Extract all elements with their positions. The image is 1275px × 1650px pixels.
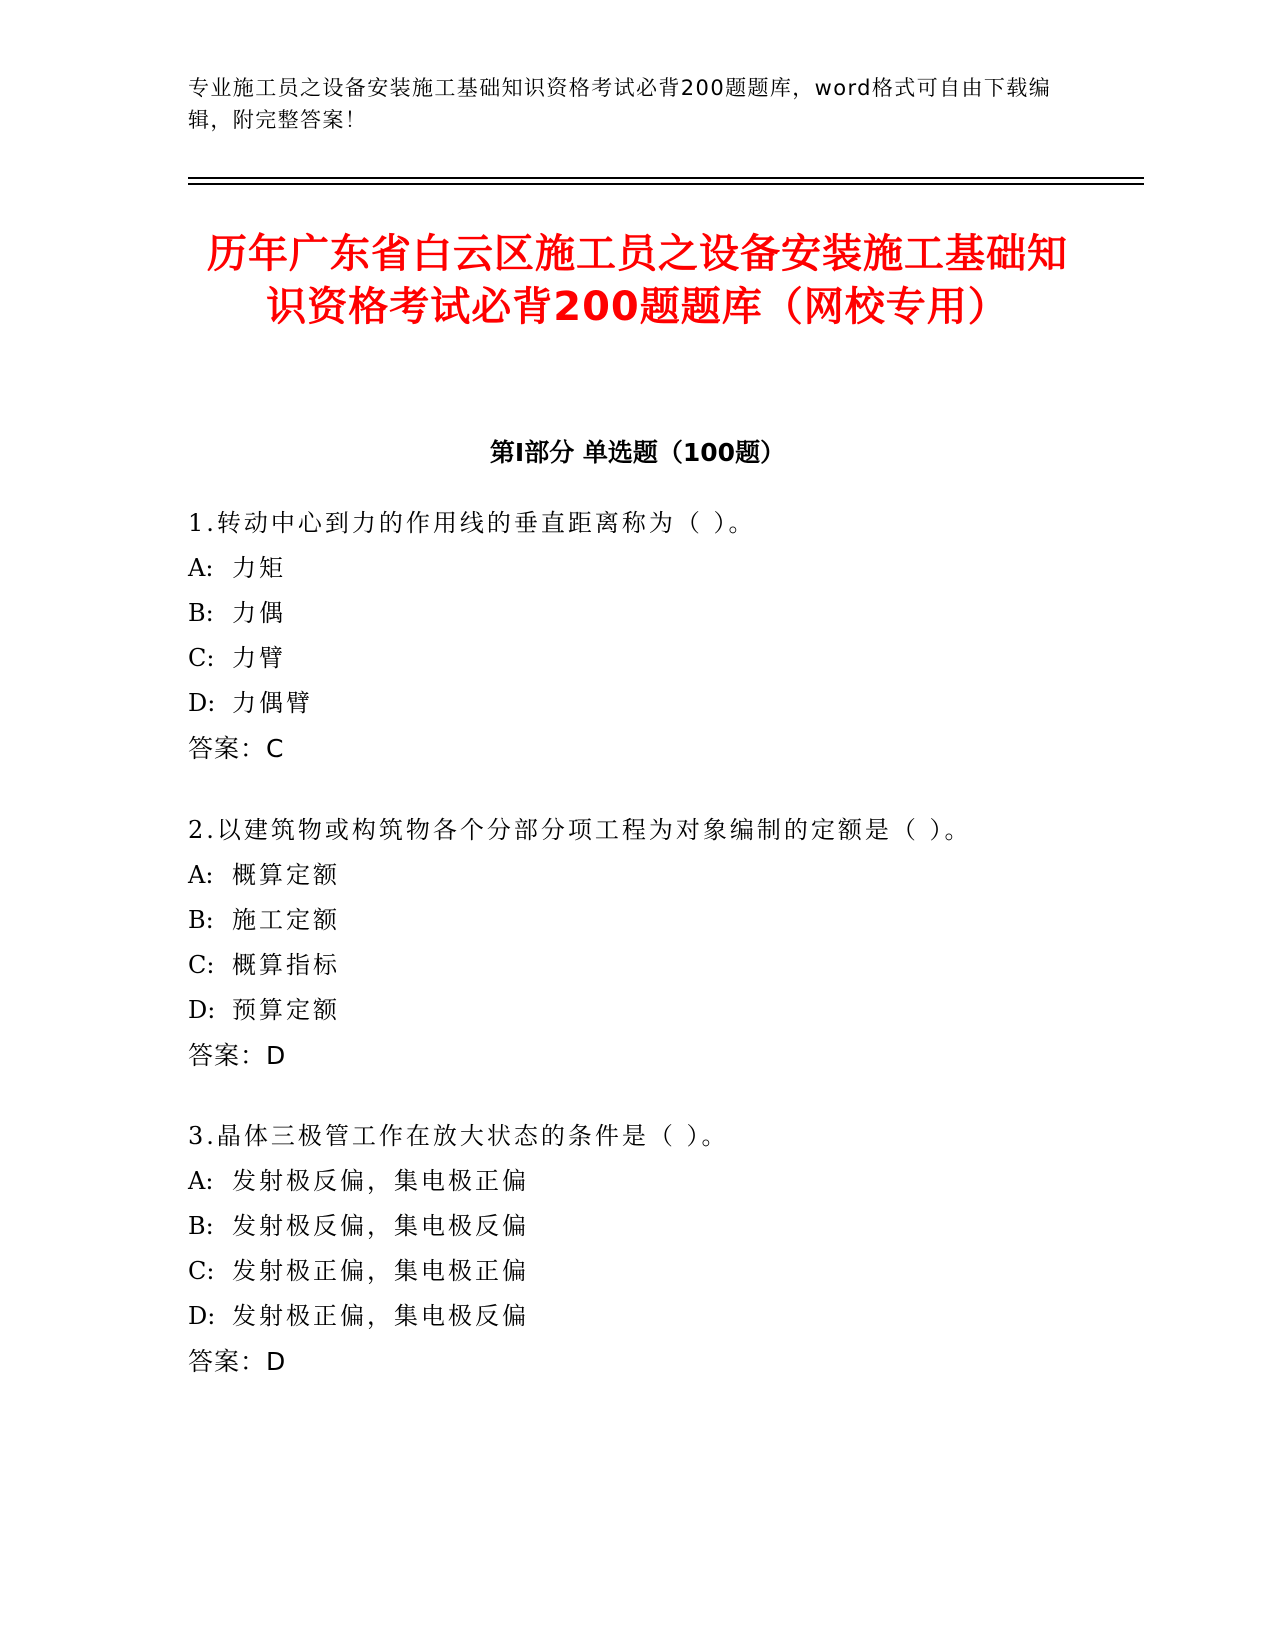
option-text: 力偶 — [232, 599, 286, 627]
answer-line — [188, 726, 1088, 772]
option-key: A: — [188, 861, 214, 889]
option-a — [188, 546, 1088, 591]
option-a — [188, 853, 1088, 898]
option-text: 概算指标 — [232, 951, 340, 979]
option-b — [188, 591, 1088, 636]
option-a — [188, 1159, 1088, 1204]
option-key: C: — [188, 1257, 215, 1285]
option-key: C: — [188, 951, 215, 979]
option-text: 发射极正偏，集电极正偏 — [232, 1257, 529, 1285]
answer-label: 答案： — [188, 1041, 267, 1070]
answer-label: 答案： — [188, 734, 267, 763]
question-stem: 2.以建筑物或构筑物各个分部分项工程为对象编制的定额是（ ）。 — [188, 816, 972, 844]
option-key: A: — [188, 1167, 214, 1195]
question-block-3 — [188, 1114, 1088, 1385]
option-text: 力矩 — [232, 554, 286, 582]
header-divider-top — [188, 177, 1144, 179]
option-d — [188, 681, 1088, 726]
answer-line — [188, 1339, 1088, 1385]
question-block-2 — [188, 808, 1088, 1079]
option-b — [188, 1204, 1088, 1249]
option-text: 概算定额 — [232, 861, 340, 889]
option-key: D: — [188, 1302, 216, 1330]
header-divider-bottom — [188, 183, 1144, 185]
option-c — [188, 1249, 1088, 1294]
question-stem: 3.晶体三极管工作在放大状态的条件是（ ）。 — [188, 1122, 729, 1150]
answer-line — [188, 1033, 1088, 1079]
option-key: C: — [188, 644, 215, 672]
option-text: 力偶臂 — [232, 689, 313, 717]
option-text: 发射极正偏，集电极反偏 — [232, 1302, 529, 1330]
option-c — [188, 943, 1088, 988]
option-key: B: — [188, 906, 214, 934]
option-text: 施工定额 — [232, 906, 340, 934]
option-key: B: — [188, 1212, 214, 1240]
section-title: 第Ⅰ部分 单选题（100题） — [489, 438, 786, 467]
option-key: D: — [188, 689, 216, 717]
option-key: D: — [188, 996, 216, 1024]
question-block-1 — [188, 501, 1088, 772]
option-d — [188, 1294, 1088, 1339]
answer-label: 答案： — [188, 1347, 267, 1376]
option-c — [188, 636, 1088, 681]
option-key: B: — [188, 599, 214, 627]
option-text: 发射极反偏，集电极正偏 — [232, 1167, 529, 1195]
option-key: A: — [188, 554, 214, 582]
option-text: 发射极反偏，集电极反偏 — [232, 1212, 529, 1240]
question-stem: 1.转动中心到力的作用线的垂直距离称为（ ）。 — [188, 509, 756, 537]
option-text: 预算定额 — [232, 996, 340, 1024]
answer-value: C — [266, 734, 285, 763]
document-title: 历年广东省白云区施工员之设备安装施工基础知识资格考试必背200题题库（网校专用） — [207, 231, 1068, 330]
answer-value: D — [266, 1041, 287, 1070]
option-text: 力臂 — [232, 644, 286, 672]
document-intro: 专业施工员之设备安装施工基础知识资格考试必背200题题库，word格式可自由下载编辑，附完整答案！ — [188, 76, 1052, 132]
answer-value: D — [266, 1347, 287, 1376]
option-b — [188, 898, 1088, 943]
option-d — [188, 988, 1088, 1033]
